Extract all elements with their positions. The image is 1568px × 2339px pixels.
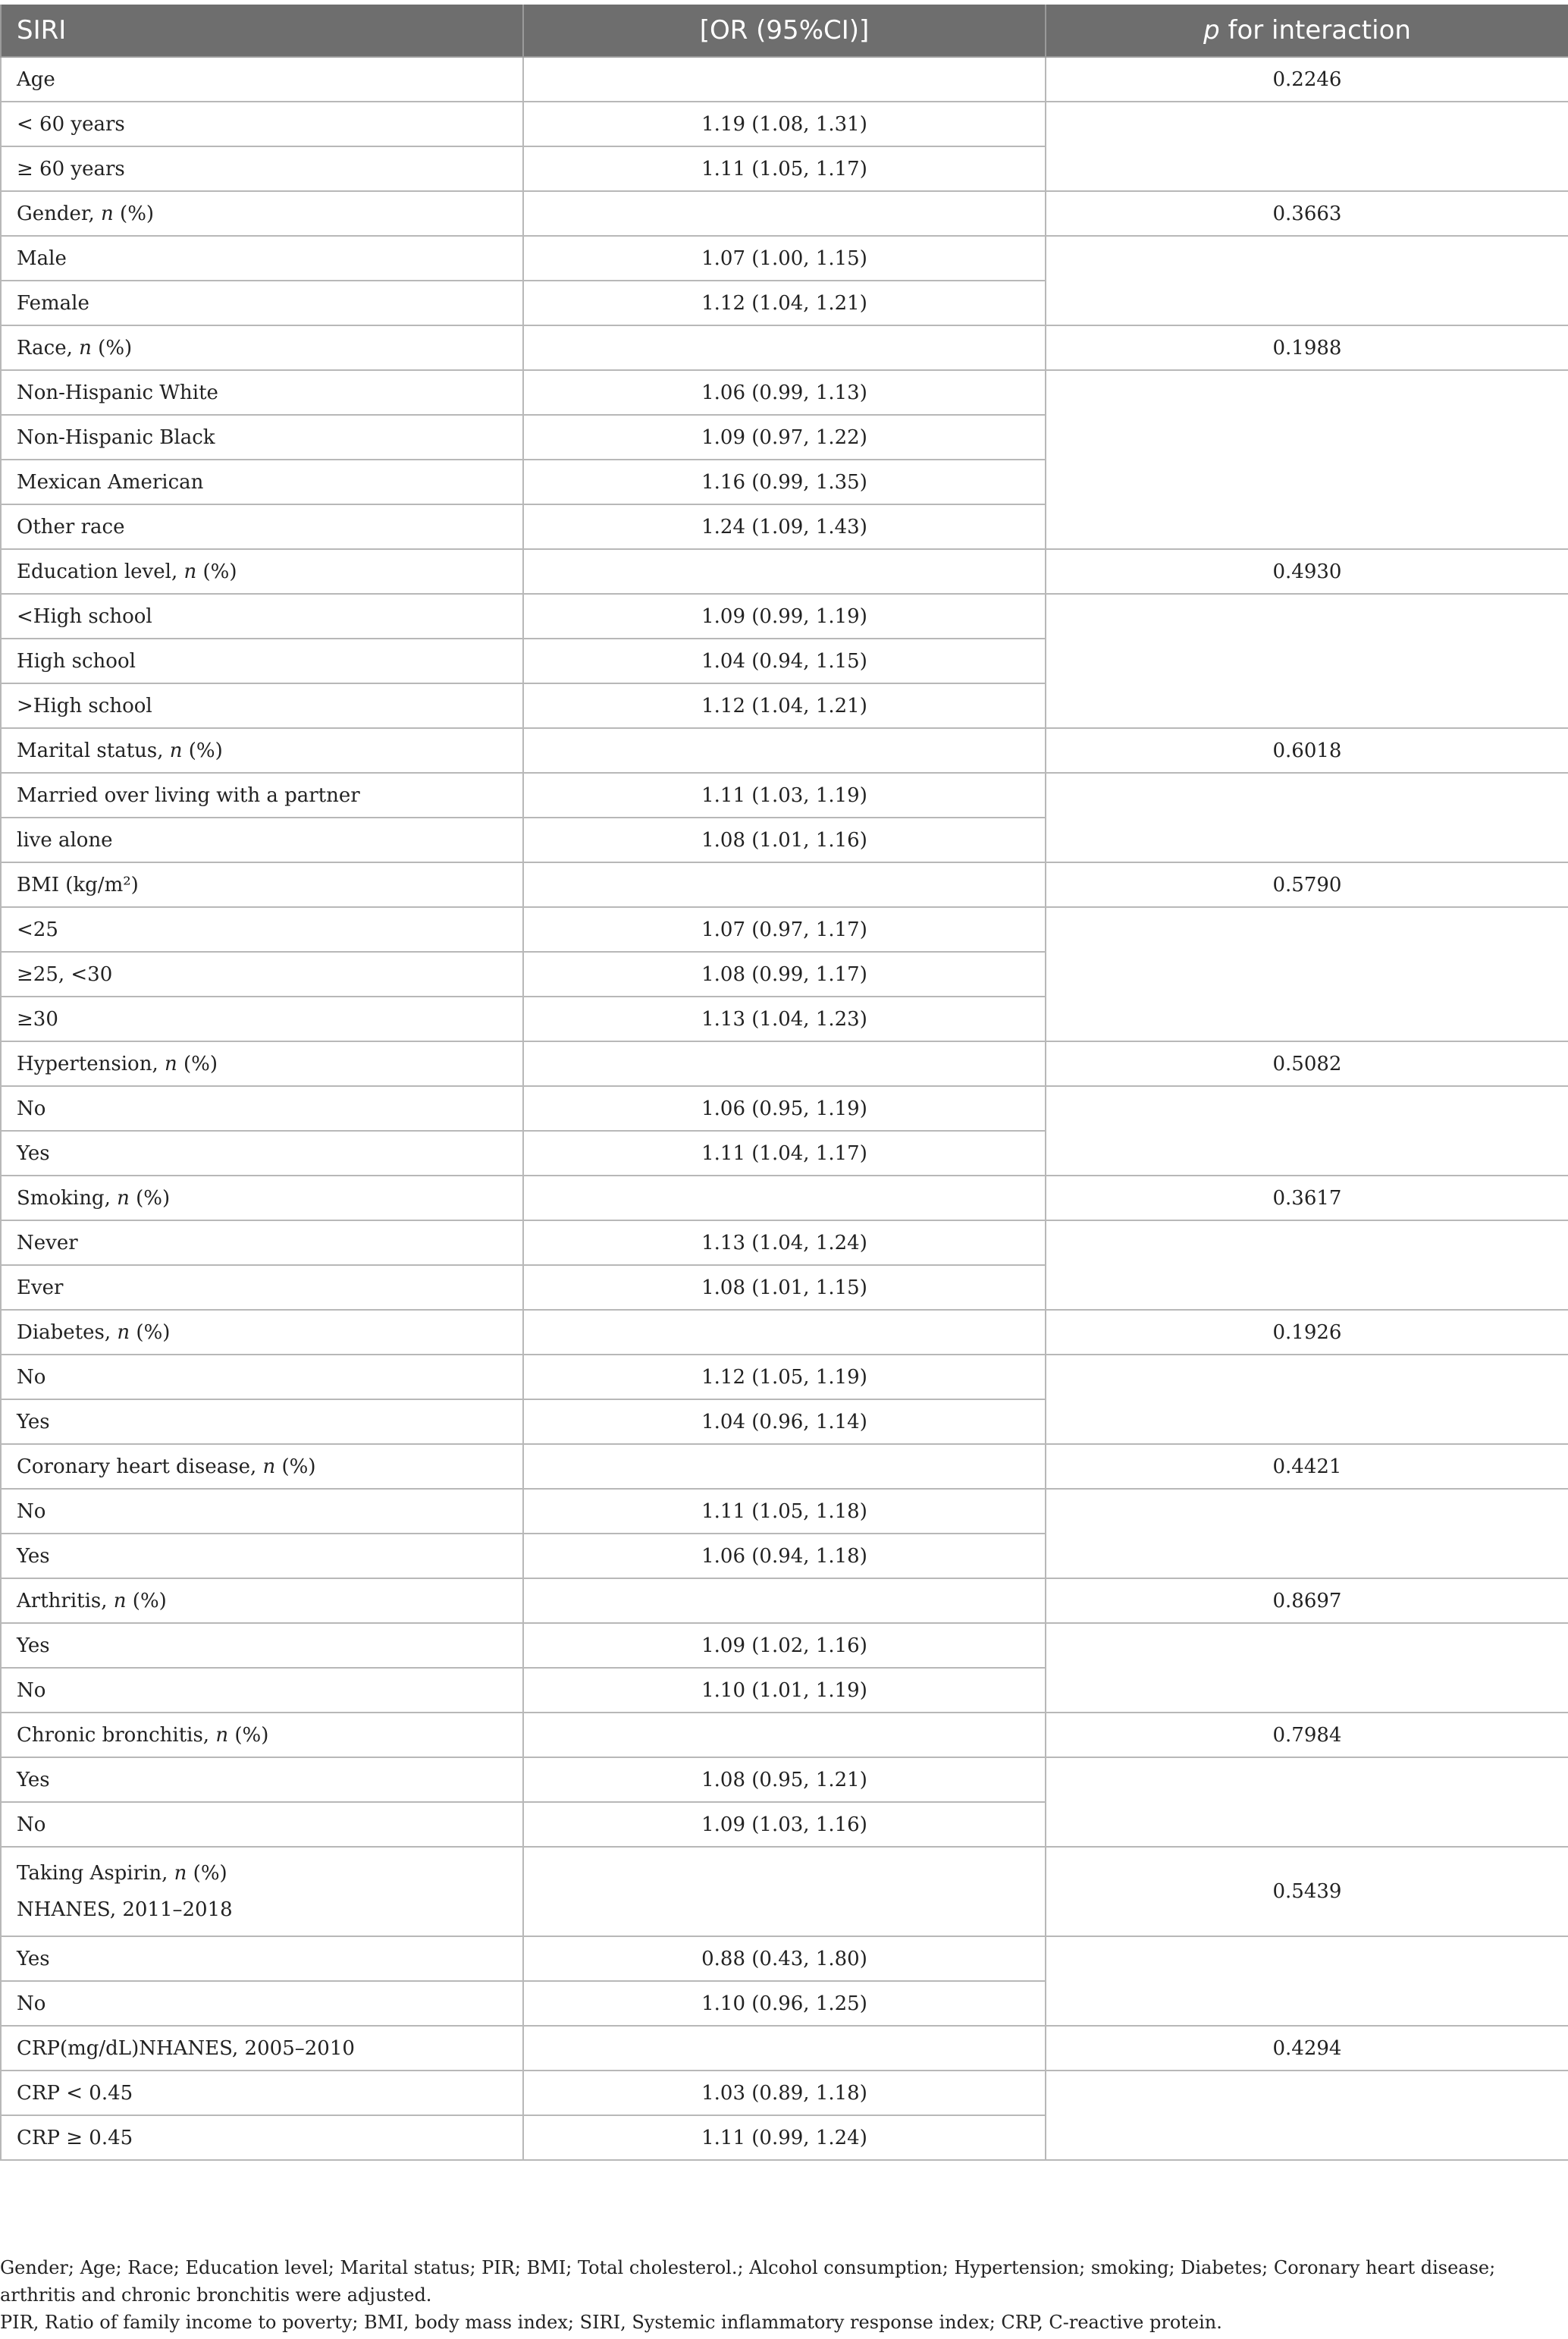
group-or-empty — [523, 2026, 1046, 2071]
table-row — [1, 102, 1568, 146]
subgroup-label: Married over living with a partner — [1, 773, 523, 818]
subgroup-label: CRP < 0.45 — [1, 2071, 523, 2115]
subgroup-label: Non-Hispanic Black — [1, 415, 523, 460]
subgroup-label: ≥30 — [1, 997, 523, 1041]
or-ci-value: 1.11 (1.03, 1.19) — [523, 773, 1046, 818]
p-interaction-empty — [1046, 1355, 1568, 1444]
group-label — [1, 1847, 523, 1936]
subgroup-label: live alone — [1, 818, 523, 862]
group-n-symbol: n — [113, 1589, 127, 1612]
group-label — [1, 57, 523, 102]
table-row — [1, 1757, 1568, 1802]
p-interaction-value: 0.3617 — [1046, 1176, 1568, 1220]
group-label-text: Race, — [17, 336, 73, 359]
group-row — [1, 325, 1568, 370]
group-n-symbol: n — [165, 1052, 177, 1075]
subgroup-label: No — [1, 1981, 523, 2026]
group-or-empty — [523, 1578, 1046, 1623]
table-row — [1, 236, 1568, 281]
table-header-row — [1, 5, 1568, 57]
subgroup-label: Mexican American — [1, 460, 523, 504]
table-row — [1, 1489, 1568, 1534]
group-row — [1, 728, 1568, 773]
subgroup-label: ≥ 60 years — [1, 146, 523, 191]
or-ci-value: 1.16 (0.99, 1.35) — [523, 460, 1046, 504]
or-ci-value: 1.08 (1.01, 1.15) — [523, 1265, 1046, 1310]
p-interaction-empty — [1046, 370, 1568, 549]
group-label-text: Education level, — [17, 560, 178, 583]
subgroup-label: No — [1, 1355, 523, 1399]
group-label-text: Taking Aspirin, — [17, 1862, 168, 1885]
table-row — [1, 773, 1568, 818]
group-percent-suffix: (%) — [187, 1862, 227, 1885]
group-n-symbol: n — [169, 739, 183, 762]
or-ci-value: 1.11 (1.04, 1.17) — [523, 1131, 1046, 1176]
or-ci-value: 1.08 (0.99, 1.17) — [523, 952, 1046, 997]
group-row — [1, 1847, 1568, 1936]
or-ci-value: 1.11 (1.05, 1.18) — [523, 1489, 1046, 1534]
group-percent-suffix: (%) — [113, 202, 155, 225]
or-ci-value: 1.09 (1.03, 1.16) — [523, 1802, 1046, 1847]
table-row — [1, 1355, 1568, 1399]
or-ci-value: 1.09 (0.97, 1.22) — [523, 415, 1046, 460]
subgroup-label: Yes — [1, 1534, 523, 1578]
or-ci-value: 1.06 (0.99, 1.13) — [523, 370, 1046, 415]
subgroup-label: Other race — [1, 504, 523, 549]
p-interaction-value: 0.1988 — [1046, 325, 1568, 370]
p-interaction-empty — [1046, 1489, 1568, 1578]
group-or-empty — [523, 1847, 1046, 1936]
group-percent-suffix: (%) — [130, 1320, 171, 1344]
or-ci-value: 1.11 (0.99, 1.24) — [523, 2115, 1046, 2160]
p-interaction-empty — [1046, 1623, 1568, 1713]
or-ci-value: 1.07 (0.97, 1.17) — [523, 907, 1046, 952]
group-label — [1, 191, 523, 236]
p-interaction-value: 0.6018 — [1046, 728, 1568, 773]
subgroup-label: CRP ≥ 0.45 — [1, 2115, 523, 2160]
footnote-abbreviations: PIR, Ratio of family income to poverty; BMI, body mass index; SIRI, Systemic inflammatory response index; CRP, C-reactive protein. — [0, 2312, 1222, 2333]
or-ci-value: 1.10 (1.01, 1.19) — [523, 1668, 1046, 1713]
group-n-symbol: n — [101, 202, 114, 225]
group-or-empty — [523, 1444, 1046, 1489]
group-label-text: BMI (kg/m²) — [17, 873, 139, 896]
results-table-container — [0, 5, 1568, 2161]
subgroup-label: High school — [1, 639, 523, 683]
or-ci-value: 1.04 (0.96, 1.14) — [523, 1399, 1046, 1444]
or-ci-value: 1.04 (0.94, 1.15) — [523, 639, 1046, 683]
group-or-empty — [523, 862, 1046, 907]
or-ci-value: 1.13 (1.04, 1.23) — [523, 997, 1046, 1041]
p-interaction-value: 0.2246 — [1046, 57, 1568, 102]
group-or-empty — [523, 1310, 1046, 1355]
subgroup-label: No — [1, 1489, 523, 1534]
group-label-text: Arthritis, — [17, 1589, 108, 1612]
group-label-text: Diabetes, — [17, 1320, 111, 1344]
group-row — [1, 2026, 1568, 2071]
group-label — [1, 1310, 523, 1355]
group-n-symbol: n — [262, 1455, 276, 1478]
table-row — [1, 370, 1568, 415]
or-ci-value: 1.12 (1.04, 1.21) — [523, 683, 1046, 728]
group-label — [1, 1444, 523, 1489]
group-n-symbol: n — [215, 1723, 229, 1747]
table-footnotes — [0, 2254, 1516, 2336]
p-interaction-empty — [1046, 102, 1568, 191]
table-row — [1, 1623, 1568, 1668]
subgroup-label: Yes — [1, 1623, 523, 1668]
or-ci-value: 1.19 (1.08, 1.31) — [523, 102, 1046, 146]
header-p-interaction — [1046, 5, 1568, 57]
group-label — [1, 325, 523, 370]
table-row — [1, 2071, 1568, 2115]
group-label — [1, 549, 523, 594]
group-percent-suffix: (%) — [196, 560, 237, 583]
header-p-text: for interaction — [1228, 15, 1411, 46]
subgroup-label: No — [1, 1802, 523, 1847]
group-or-empty — [523, 549, 1046, 594]
group-row — [1, 549, 1568, 594]
group-row — [1, 57, 1568, 102]
group-label — [1, 1578, 523, 1623]
subgroup-interaction-table — [0, 5, 1568, 2161]
subgroup-label: < 60 years — [1, 102, 523, 146]
group-n-symbol: n — [117, 1186, 130, 1210]
group-percent-suffix: (%) — [91, 336, 133, 359]
group-label-text: Smoking, — [17, 1186, 111, 1210]
table-row — [1, 1086, 1568, 1131]
group-percent-suffix: (%) — [177, 1052, 218, 1075]
p-interaction-value: 0.5439 — [1046, 1847, 1568, 1936]
group-or-empty — [523, 728, 1046, 773]
subgroup-label: Yes — [1, 1757, 523, 1802]
group-sublabel: NHANES, 2011–2018 — [17, 1898, 233, 1921]
subgroup-label: Never — [1, 1220, 523, 1265]
group-n-symbol: n — [79, 336, 92, 359]
or-ci-value: 1.12 (1.04, 1.21) — [523, 281, 1046, 325]
p-interaction-empty — [1046, 236, 1568, 325]
p-interaction-empty — [1046, 1086, 1568, 1176]
group-or-empty — [523, 325, 1046, 370]
table-row — [1, 907, 1568, 952]
subgroup-label: No — [1, 1668, 523, 1713]
table-row — [1, 1936, 1568, 1981]
group-label — [1, 862, 523, 907]
subgroup-label: >High school — [1, 683, 523, 728]
p-interaction-value: 0.5790 — [1046, 862, 1568, 907]
group-percent-suffix: (%) — [129, 1186, 171, 1210]
group-or-empty — [523, 1041, 1046, 1086]
or-ci-value: 1.06 (0.95, 1.19) — [523, 1086, 1046, 1131]
p-interaction-value: 0.8697 — [1046, 1578, 1568, 1623]
group-label-text: CRP(mg/dL)NHANES, 2005–2010 — [17, 2036, 355, 2060]
group-or-empty — [523, 1176, 1046, 1220]
group-row — [1, 1713, 1568, 1757]
p-interaction-value: 0.5082 — [1046, 1041, 1568, 1086]
subgroup-label: Non-Hispanic White — [1, 370, 523, 415]
p-interaction-value: 0.4294 — [1046, 2026, 1568, 2071]
table-row — [1, 1220, 1568, 1265]
group-label — [1, 2026, 523, 2071]
header-siri: SIRI — [1, 5, 523, 57]
group-row — [1, 1578, 1568, 1623]
group-label-text: Coronary heart disease, — [17, 1455, 257, 1478]
p-interaction-empty — [1046, 1757, 1568, 1847]
subgroup-label: Female — [1, 281, 523, 325]
group-row — [1, 1041, 1568, 1086]
or-ci-value: 1.13 (1.04, 1.24) — [523, 1220, 1046, 1265]
group-percent-suffix: (%) — [228, 1723, 269, 1747]
p-interaction-empty — [1046, 594, 1568, 728]
group-row — [1, 1310, 1568, 1355]
group-row — [1, 191, 1568, 236]
subgroup-label: <High school — [1, 594, 523, 639]
or-ci-value: 0.88 (0.43, 1.80) — [523, 1936, 1046, 1981]
p-interaction-value: 0.4930 — [1046, 549, 1568, 594]
group-label-text: Age — [17, 68, 55, 91]
or-ci-value: 1.08 (0.95, 1.21) — [523, 1757, 1046, 1802]
group-percent-suffix: (%) — [126, 1589, 167, 1612]
group-row — [1, 862, 1568, 907]
group-percent-suffix: (%) — [182, 739, 223, 762]
group-n-symbol: n — [117, 1320, 130, 1344]
group-n-symbol: n — [183, 560, 197, 583]
subgroup-label: <25 — [1, 907, 523, 952]
p-interaction-empty — [1046, 907, 1568, 1041]
subgroup-label: Male — [1, 236, 523, 281]
p-interaction-value: 0.4421 — [1046, 1444, 1568, 1489]
or-ci-value: 1.06 (0.94, 1.18) — [523, 1534, 1046, 1578]
header-p-symbol: p — [1203, 15, 1220, 46]
or-ci-value: 1.07 (1.00, 1.15) — [523, 236, 1046, 281]
group-label — [1, 1041, 523, 1086]
group-row — [1, 1176, 1568, 1220]
header-or-ci: [OR (95%CI)] — [523, 5, 1046, 57]
footnote-adjusted: Gender; Age; Race; Education level; Marital status; PIR; BMI; Total cholesterol.; Alcohol consumption; Hypertension; smoking; Diabetes; Coronary heart disease; arthritis and chronic bronchitis were adjusted. — [0, 2257, 1496, 2306]
or-ci-value: 1.09 (0.99, 1.19) — [523, 594, 1046, 639]
table-row — [1, 594, 1568, 639]
group-label-text: Gender, — [17, 202, 95, 225]
p-interaction-value: 0.7984 — [1046, 1713, 1568, 1757]
or-ci-value: 1.03 (0.89, 1.18) — [523, 2071, 1046, 2115]
group-label — [1, 728, 523, 773]
p-interaction-value: 0.3663 — [1046, 191, 1568, 236]
subgroup-label: No — [1, 1086, 523, 1131]
or-ci-value: 1.09 (1.02, 1.16) — [523, 1623, 1046, 1668]
or-ci-value: 1.08 (1.01, 1.16) — [523, 818, 1046, 862]
group-or-empty — [523, 1713, 1046, 1757]
group-label — [1, 1713, 523, 1757]
p-interaction-empty — [1046, 2071, 1568, 2160]
group-or-empty — [523, 57, 1046, 102]
group-label — [1, 1176, 523, 1220]
subgroup-label: ≥25, <30 — [1, 952, 523, 997]
subgroup-label: Yes — [1, 1399, 523, 1444]
group-n-symbol: n — [174, 1862, 187, 1885]
table-body — [1, 57, 1568, 2160]
group-or-empty — [523, 191, 1046, 236]
group-percent-suffix: (%) — [275, 1455, 316, 1478]
or-ci-value: 1.12 (1.05, 1.19) — [523, 1355, 1046, 1399]
group-label-text: Chronic bronchitis, — [17, 1723, 210, 1747]
p-interaction-empty — [1046, 1220, 1568, 1310]
or-ci-value: 1.10 (0.96, 1.25) — [523, 1981, 1046, 2026]
or-ci-value: 1.11 (1.05, 1.17) — [523, 146, 1046, 191]
subgroup-label: Yes — [1, 1936, 523, 1981]
group-label-text: Marital status, — [17, 739, 164, 762]
or-ci-value: 1.24 (1.09, 1.43) — [523, 504, 1046, 549]
group-row — [1, 1444, 1568, 1489]
p-interaction-empty — [1046, 1936, 1568, 2026]
p-interaction-empty — [1046, 773, 1568, 862]
subgroup-label: Ever — [1, 1265, 523, 1310]
subgroup-label: Yes — [1, 1131, 523, 1176]
p-interaction-value: 0.1926 — [1046, 1310, 1568, 1355]
group-label-text: Hypertension, — [17, 1052, 158, 1075]
